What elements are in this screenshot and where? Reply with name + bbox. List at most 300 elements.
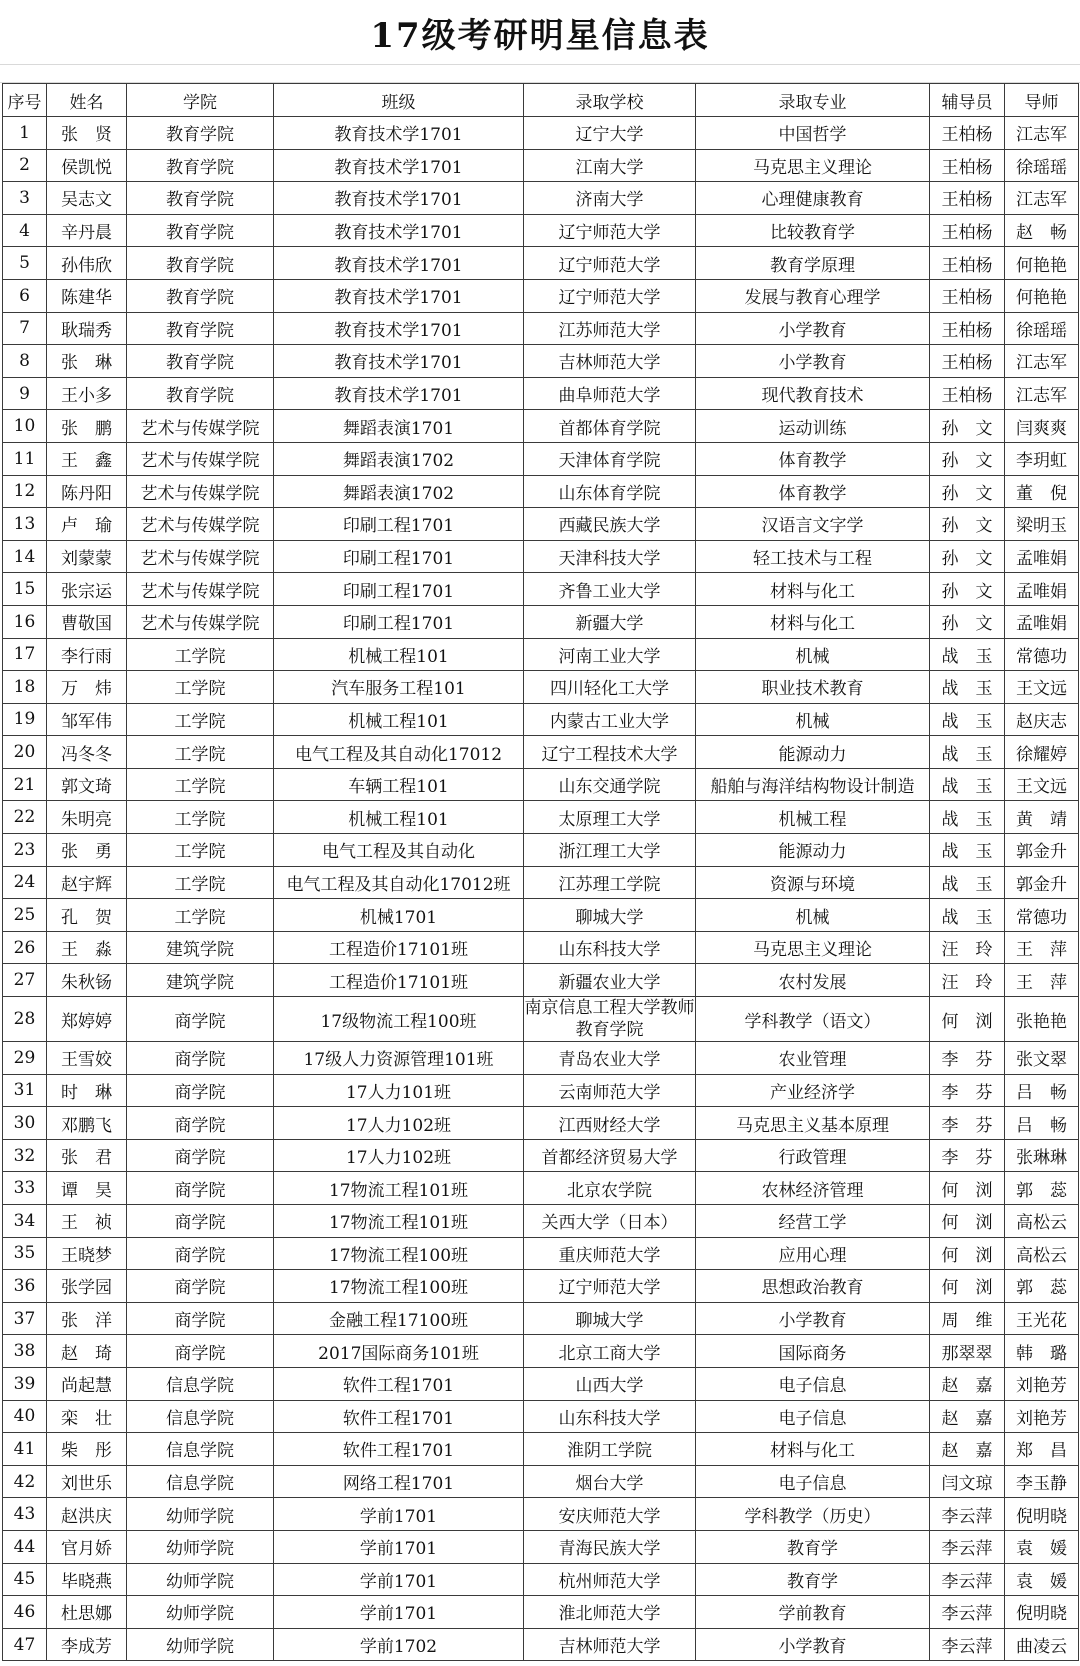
cell-school: 安庆师范大学 [524,1498,696,1531]
cell-counselor: 孙 文 [930,475,1005,508]
cell-index: 44 [3,1530,47,1563]
table-row [3,247,1079,280]
cell-name: 曹敬国 [47,605,127,638]
cell-class: 工程造价17101班 [274,964,524,997]
cell-index: 1 [3,117,47,150]
cell-school: 江苏理工学院 [524,866,696,899]
cell-index: 38 [3,1335,47,1368]
cell-counselor: 李云萍 [930,1596,1005,1629]
cell-index: 39 [3,1367,47,1400]
cell-college: 艺术与传媒学院 [127,442,274,475]
blank-row [0,65,1080,83]
cell-school: 新疆大学 [524,605,696,638]
cell-name: 张 勇 [47,834,127,867]
cell-school: 聊城大学 [524,1302,696,1335]
cell-college: 幼师学院 [127,1596,274,1629]
cell-tutor: 孟唯娟 [1005,540,1079,573]
cell-college: 幼师学院 [127,1628,274,1661]
column-header-college: 学院 [127,84,274,117]
cell-class: 软件工程1701 [274,1433,524,1466]
cell-major: 小学教育 [696,1302,930,1335]
cell-college: 艺术与传媒学院 [127,410,274,443]
cell-major: 心理健康教育 [696,182,930,215]
cell-name: 吴志文 [47,182,127,215]
cell-major: 机械 [696,703,930,736]
cell-school: 关西大学（日本） [524,1205,696,1238]
cell-tutor: 闫爽爽 [1005,410,1079,443]
cell-class: 汽车服务工程101 [274,671,524,704]
cell-counselor: 孙 文 [930,442,1005,475]
cell-counselor: 王柏杨 [930,149,1005,182]
cell-index: 30 [3,1107,47,1140]
table-row [3,801,1079,834]
table-row [3,899,1079,932]
cell-major: 机械工程 [696,801,930,834]
table-row [3,312,1079,345]
cell-counselor: 战 玉 [930,671,1005,704]
cell-name: 尚起慧 [47,1367,127,1400]
cell-counselor: 王柏杨 [930,345,1005,378]
cell-tutor: 袁 媛 [1005,1563,1079,1596]
cell-major: 农村发展 [696,964,930,997]
cell-tutor: 倪明晓 [1005,1596,1079,1629]
cell-major: 材料与化工 [696,573,930,606]
cell-major: 能源动力 [696,736,930,769]
cell-school: 青岛农业大学 [524,1042,696,1075]
cell-index: 37 [3,1302,47,1335]
cell-name: 刘世乐 [47,1465,127,1498]
cell-name: 侯凯悦 [47,149,127,182]
cell-school: 辽宁师范大学 [524,214,696,247]
cell-name: 王雪姣 [47,1042,127,1075]
cell-major: 小学教育 [696,1628,930,1661]
cell-tutor: 何艳艳 [1005,247,1079,280]
cell-school: 辽宁大学 [524,117,696,150]
cell-class: 电气工程及其自动化17012 [274,736,524,769]
table-row [3,377,1079,410]
cell-index: 7 [3,312,47,345]
cell-tutor: 赵庆志 [1005,703,1079,736]
cell-counselor: 李 芬 [930,1042,1005,1075]
cell-college: 教育学院 [127,377,274,410]
cell-counselor: 孙 文 [930,410,1005,443]
cell-tutor: 郭金升 [1005,834,1079,867]
cell-college: 建筑学院 [127,931,274,964]
table-row [3,1042,1079,1075]
cell-class: 17人力101班 [274,1074,524,1107]
cell-school: 烟台大学 [524,1465,696,1498]
cell-class: 印刷工程1701 [274,508,524,541]
cell-name: 孙伟欣 [47,247,127,280]
cell-name: 张 贤 [47,117,127,150]
cell-college: 商学院 [127,1139,274,1172]
cell-tutor: 王文远 [1005,671,1079,704]
column-header-major: 录取专业 [696,84,930,117]
cell-tutor: 徐瑶瑶 [1005,149,1079,182]
cell-tutor: 孟唯娟 [1005,605,1079,638]
cell-class: 舞蹈表演1701 [274,410,524,443]
table-row [3,1596,1079,1629]
cell-class: 教育技术学1701 [274,214,524,247]
table-row [3,279,1079,312]
cell-school: 辽宁师范大学 [524,279,696,312]
cell-index: 6 [3,279,47,312]
table-row [3,1107,1079,1140]
cell-index: 4 [3,214,47,247]
cell-major: 中国哲学 [696,117,930,150]
cell-major: 学科教学（语文） [696,997,930,1042]
table-row [3,149,1079,182]
cell-class: 17级人力资源管理101班 [274,1042,524,1075]
cell-college: 艺术与传媒学院 [127,508,274,541]
cell-school: 云南师范大学 [524,1074,696,1107]
cell-class: 教育技术学1701 [274,247,524,280]
cell-major: 机械 [696,899,930,932]
cell-school: 天津科技大学 [524,540,696,573]
cell-name: 朱秋钖 [47,964,127,997]
cell-tutor: 江志军 [1005,345,1079,378]
cell-index: 14 [3,540,47,573]
cell-college: 教育学院 [127,312,274,345]
cell-class: 17级物流工程100班 [274,997,524,1042]
cell-tutor: 孟唯娟 [1005,573,1079,606]
cell-college: 信息学院 [127,1400,274,1433]
cell-tutor: 李玥虹 [1005,442,1079,475]
cell-tutor: 刘艳芳 [1005,1367,1079,1400]
cell-name: 陈建华 [47,279,127,312]
cell-counselor: 孙 文 [930,540,1005,573]
table-row [3,1367,1079,1400]
cell-name: 郑婷婷 [47,997,127,1042]
cell-school: 太原理工大学 [524,801,696,834]
cell-school: 齐鲁工业大学 [524,573,696,606]
table-row [3,1139,1079,1172]
cell-class: 工程造价17101班 [274,931,524,964]
cell-index: 18 [3,671,47,704]
cell-name: 时 琳 [47,1074,127,1107]
cell-index: 13 [3,508,47,541]
cell-college: 幼师学院 [127,1498,274,1531]
cell-college: 商学院 [127,1107,274,1140]
cell-college: 商学院 [127,1237,274,1270]
cell-index: 31 [3,1074,47,1107]
cell-major: 现代教育技术 [696,377,930,410]
cell-college: 商学院 [127,1042,274,1075]
cell-index: 2 [3,149,47,182]
cell-counselor: 王柏杨 [930,377,1005,410]
cell-school: 吉林师范大学 [524,345,696,378]
cell-index: 20 [3,736,47,769]
title-row [0,0,1080,65]
cell-tutor: 江志军 [1005,377,1079,410]
cell-tutor: 王文远 [1005,768,1079,801]
cell-college: 工学院 [127,899,274,932]
cell-school: 辽宁师范大学 [524,1270,696,1303]
cell-class: 舞蹈表演1702 [274,475,524,508]
cell-name: 李行雨 [47,638,127,671]
cell-college: 教育学院 [127,182,274,215]
cell-college: 艺术与传媒学院 [127,605,274,638]
cell-class: 教育技术学1701 [274,279,524,312]
cell-counselor: 那翠翠 [930,1335,1005,1368]
cell-counselor: 李云萍 [930,1628,1005,1661]
table-row [3,768,1079,801]
cell-college: 教育学院 [127,345,274,378]
cell-name: 王 鑫 [47,442,127,475]
cell-index: 40 [3,1400,47,1433]
cell-index: 41 [3,1433,47,1466]
cell-index: 5 [3,247,47,280]
cell-counselor: 战 玉 [930,768,1005,801]
cell-tutor: 倪明晓 [1005,1498,1079,1531]
cell-counselor: 战 玉 [930,638,1005,671]
cell-college: 艺术与传媒学院 [127,540,274,573]
cell-class: 学前1701 [274,1563,524,1596]
cell-major: 发展与教育心理学 [696,279,930,312]
cell-class: 教育技术学1701 [274,345,524,378]
cell-name: 王小多 [47,377,127,410]
cell-major: 体育教学 [696,442,930,475]
cell-school: 北京农学院 [524,1172,696,1205]
cell-tutor: 郭金升 [1005,866,1079,899]
cell-major: 农业管理 [696,1042,930,1075]
cell-major: 马克思主义理论 [696,149,930,182]
cell-index: 26 [3,931,47,964]
cell-school: 内蒙古工业大学 [524,703,696,736]
cell-tutor: 徐瑶瑶 [1005,312,1079,345]
cell-college: 商学院 [127,1172,274,1205]
cell-index: 9 [3,377,47,410]
cell-tutor: 张琳琳 [1005,1139,1079,1172]
cell-name: 谭 昊 [47,1172,127,1205]
cell-index: 16 [3,605,47,638]
cell-major: 教育学 [696,1563,930,1596]
cell-name: 邹军伟 [47,703,127,736]
cell-major: 能源动力 [696,834,930,867]
cell-name: 王晓梦 [47,1237,127,1270]
cell-counselor: 李 芬 [930,1139,1005,1172]
cell-name: 邓鹏飞 [47,1107,127,1140]
cell-major: 电子信息 [696,1367,930,1400]
cell-name: 冯冬冬 [47,736,127,769]
cell-school: 首都经济贸易大学 [524,1139,696,1172]
table-row [3,1172,1079,1205]
cell-school: 山东交通学院 [524,768,696,801]
table-row [3,540,1079,573]
table-row [3,931,1079,964]
cell-major: 汉语言文字学 [696,508,930,541]
cell-name: 辛丹晨 [47,214,127,247]
cell-name: 王 祯 [47,1205,127,1238]
cell-college: 工学院 [127,866,274,899]
cell-college: 教育学院 [127,214,274,247]
cell-name: 张 鹏 [47,410,127,443]
cell-school: 山西大学 [524,1367,696,1400]
cell-counselor: 何 浏 [930,1172,1005,1205]
cell-class: 学前1701 [274,1596,524,1629]
cell-name: 赵宇辉 [47,866,127,899]
cell-college: 商学院 [127,1335,274,1368]
cell-counselor: 赵 嘉 [930,1367,1005,1400]
cell-tutor: 曲凌云 [1005,1628,1079,1661]
table-row [3,1628,1079,1661]
cell-school: 山东科技大学 [524,931,696,964]
cell-counselor: 何 浏 [930,997,1005,1042]
cell-name: 耿瑞秀 [47,312,127,345]
cell-counselor: 战 玉 [930,736,1005,769]
cell-major: 学科教学（历史） [696,1498,930,1531]
cell-school: 山东体育学院 [524,475,696,508]
table-row [3,345,1079,378]
cell-counselor: 战 玉 [930,703,1005,736]
cell-index: 46 [3,1596,47,1629]
cell-school: 江西财经大学 [524,1107,696,1140]
table-row [3,1530,1079,1563]
cell-tutor: 赵 畅 [1005,214,1079,247]
cell-college: 工学院 [127,801,274,834]
cell-college: 信息学院 [127,1465,274,1498]
cell-major: 电子信息 [696,1400,930,1433]
cell-college: 艺术与传媒学院 [127,573,274,606]
cell-college: 信息学院 [127,1433,274,1466]
table-row [3,508,1079,541]
cell-tutor: 梁明玉 [1005,508,1079,541]
cell-tutor: 韩 璐 [1005,1335,1079,1368]
cell-tutor: 郭 蕊 [1005,1172,1079,1205]
cell-tutor: 高松云 [1005,1237,1079,1270]
cell-index: 24 [3,866,47,899]
column-header-school: 录取学校 [524,84,696,117]
cell-index: 47 [3,1628,47,1661]
cell-class: 印刷工程1701 [274,605,524,638]
table-row [3,1465,1079,1498]
table-row [3,1302,1079,1335]
cell-college: 建筑学院 [127,964,274,997]
cell-major: 马克思主义理论 [696,931,930,964]
cell-index: 23 [3,834,47,867]
cell-counselor: 孙 文 [930,508,1005,541]
cell-index: 28 [3,997,47,1042]
cell-school: 西藏民族大学 [524,508,696,541]
cell-name: 张宗运 [47,573,127,606]
cell-school: 聊城大学 [524,899,696,932]
cell-school: 杭州师范大学 [524,1563,696,1596]
cell-index: 35 [3,1237,47,1270]
cell-college: 教育学院 [127,247,274,280]
cell-name: 赵洪庆 [47,1498,127,1531]
cell-school: 首都体育学院 [524,410,696,443]
cell-counselor: 李 芬 [930,1107,1005,1140]
page-title: 17级考研明星信息表 [370,15,710,56]
cell-name: 朱明亮 [47,801,127,834]
cell-school: 浙江理工大学 [524,834,696,867]
cell-school: 辽宁师范大学 [524,247,696,280]
cell-name: 郭文琦 [47,768,127,801]
cell-counselor: 孙 文 [930,605,1005,638]
cell-major: 比较教育学 [696,214,930,247]
cell-counselor: 赵 嘉 [930,1400,1005,1433]
cell-counselor: 战 玉 [930,899,1005,932]
table-row [3,1335,1079,1368]
cell-counselor: 战 玉 [930,834,1005,867]
cell-index: 29 [3,1042,47,1075]
cell-tutor: 常德功 [1005,638,1079,671]
cell-major: 小学教育 [696,345,930,378]
cell-class: 教育技术学1701 [274,149,524,182]
cell-school: 吉林师范大学 [524,1628,696,1661]
cell-school: 新疆农业大学 [524,964,696,997]
cell-tutor: 郭 蕊 [1005,1270,1079,1303]
cell-tutor: 李玉静 [1005,1465,1079,1498]
cell-class: 教育技术学1701 [274,117,524,150]
cell-major: 国际商务 [696,1335,930,1368]
column-header-index: 序号 [3,84,47,117]
cell-college: 工学院 [127,638,274,671]
cell-class: 17物流工程100班 [274,1270,524,1303]
cell-class: 教育技术学1701 [274,377,524,410]
table-row [3,1205,1079,1238]
cell-school: 四川轻化工大学 [524,671,696,704]
cell-major: 应用心理 [696,1237,930,1270]
cell-index: 27 [3,964,47,997]
cell-index: 12 [3,475,47,508]
cell-counselor: 李云萍 [930,1498,1005,1531]
cell-counselor: 王柏杨 [930,279,1005,312]
cell-tutor: 王 萍 [1005,964,1079,997]
cell-class: 车辆工程101 [274,768,524,801]
cell-counselor: 周 维 [930,1302,1005,1335]
table-row [3,410,1079,443]
cell-college: 幼师学院 [127,1530,274,1563]
cell-college: 商学院 [127,1302,274,1335]
cell-tutor: 徐耀婷 [1005,736,1079,769]
table-row [3,1270,1079,1303]
cell-college: 商学院 [127,1270,274,1303]
cell-class: 教育技术学1701 [274,182,524,215]
cell-class: 机械工程101 [274,801,524,834]
cell-name: 孔 贺 [47,899,127,932]
table-row [3,703,1079,736]
cell-index: 21 [3,768,47,801]
cell-school: 北京工商大学 [524,1335,696,1368]
cell-tutor: 郑 昌 [1005,1433,1079,1466]
cell-counselor: 赵 嘉 [930,1433,1005,1466]
cell-tutor: 张文翠 [1005,1042,1079,1075]
cell-college: 商学院 [127,997,274,1042]
cell-index: 25 [3,899,47,932]
cell-major: 船舶与海洋结构物设计制造 [696,768,930,801]
cell-counselor: 战 玉 [930,801,1005,834]
cell-class: 机械工程101 [274,638,524,671]
cell-class: 印刷工程1701 [274,573,524,606]
cell-class: 机械工程101 [274,703,524,736]
cell-index: 17 [3,638,47,671]
cell-major: 农林经济管理 [696,1172,930,1205]
admission-table [2,83,1079,1661]
cell-index: 3 [3,182,47,215]
cell-major: 行政管理 [696,1139,930,1172]
cell-class: 机械1701 [274,899,524,932]
cell-counselor: 战 玉 [930,866,1005,899]
cell-name: 栾 壮 [47,1400,127,1433]
table-row [3,1433,1079,1466]
cell-school: 淮北师范大学 [524,1596,696,1629]
cell-school: 江南大学 [524,149,696,182]
cell-counselor: 王柏杨 [930,312,1005,345]
cell-tutor: 袁 媛 [1005,1530,1079,1563]
cell-class: 17人力102班 [274,1139,524,1172]
cell-college: 商学院 [127,1205,274,1238]
